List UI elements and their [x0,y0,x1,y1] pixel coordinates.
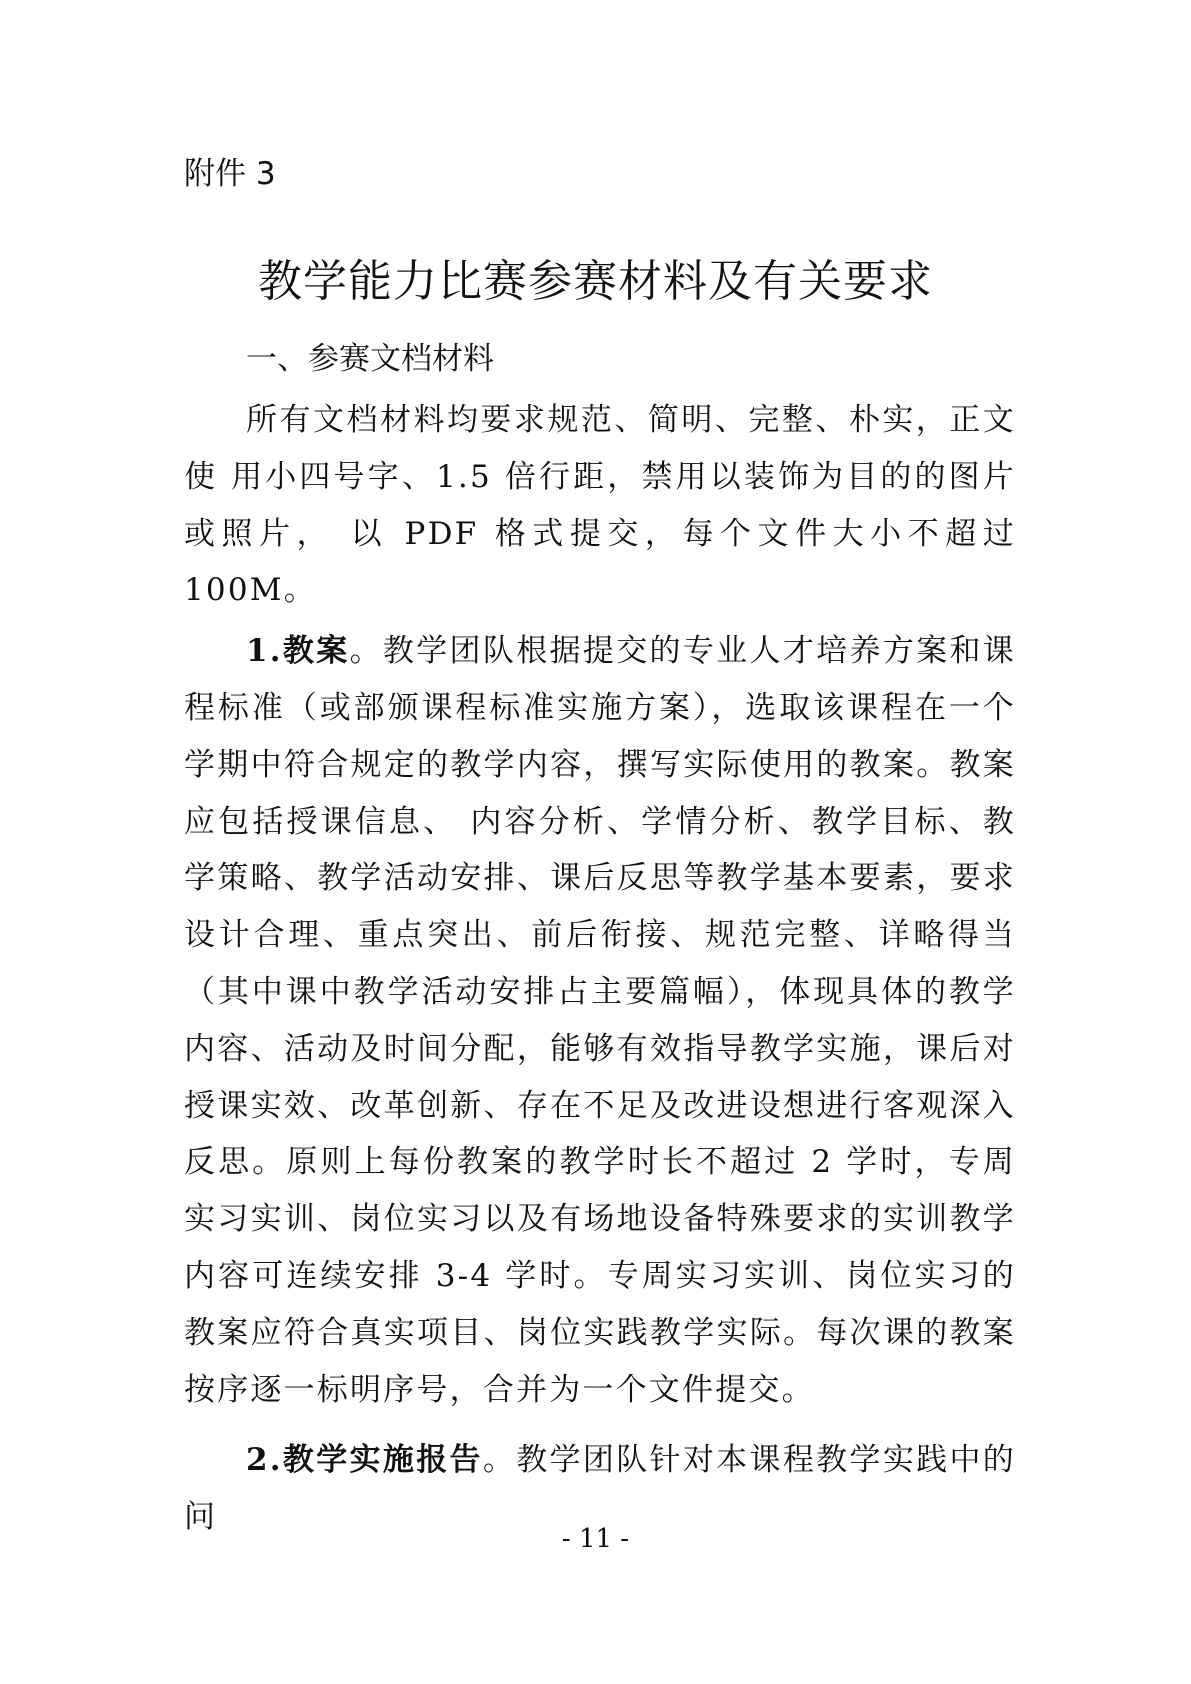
item-lesson-plan-text: 。教学团队根据提交的专业人才培养方案和课程标准（或部颁课程标准实施方案），选取该课程在一个学期中符合规定的教学内容，撰写实际使用的教案。教案应包括授课信息、 内容分析、学情分析、教学目标、教学策略、教学活动安排、课后反思等教学基本要素，要求设计合理、重点突出、前后衔接、规范完整、详略得当（其中课中教学活动安排占主要篇幅），体现具体的教学内容、活动及时间分配，能够有效指导教学实施，课后对授课实效、改革创新、存在不足及改进设想进行客观深入反思。原则上每份教案的教学时长不超过 2 学时，专周实习实训、岗位实习以及有场地设备特殊要求的实训教学内容可连续安排 3-4 学时。专周实习实训、岗位实习的教案应符合真实项目、岗位实践教学实际。每次课的教案按序逐一标明序号，合并为一个文件提交。 [184,633,1017,1408]
document-title: 教学能力比赛参赛材料及有关要求 [258,256,933,307]
attachment-label: 附件 3 [184,156,276,192]
section-heading: 一、参赛文档材料 [246,341,494,377]
item-implementation-report-label: 2.教学实施报告 [246,1442,483,1479]
document-body [184,330,1016,1546]
item-implementation-report-text: 。教学团队针对本课程教学实践中的问 [184,1442,1017,1536]
intro-paragraph: 所有文档材料均要求规范、简明、完整、朴实，正文使 用小四号字、1.5 倍行距，禁用以装饰为目的的图片或照片， 以 PDF 格式提交，每个文件大小不超过 100M。 [184,402,1016,609]
item-lesson-plan-paragraph [184,623,1016,1418]
item-lesson-plan-label: 1.教案 [246,633,350,670]
page-number: - 11 - [561,1524,630,1554]
